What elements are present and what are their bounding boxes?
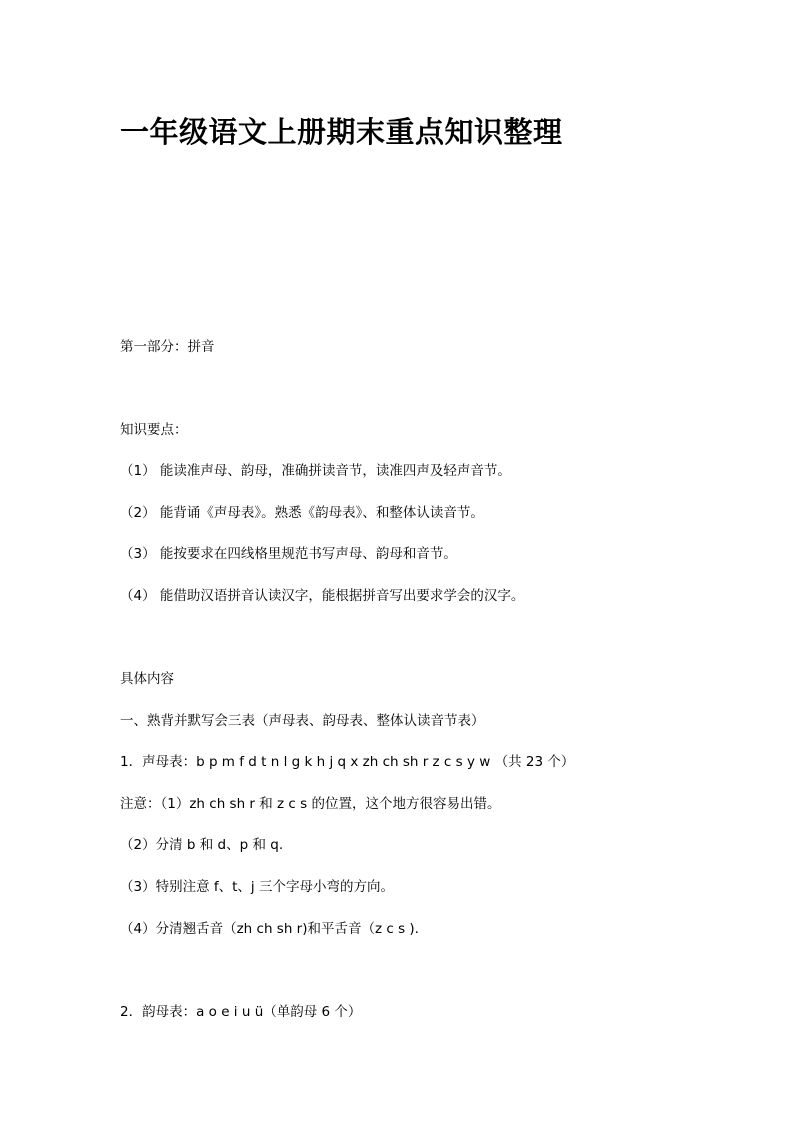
content-item-1: 一、熟背并默写会三表（声母表、韵母表、整体认读音节表） xyxy=(120,713,485,729)
note-2: （2）分清 b 和 d、p 和 q. xyxy=(120,837,284,853)
key-points-heading: 知识要点： xyxy=(120,422,188,438)
note-1: 注意：（1）zh ch sh r 和 z c s 的位置，这个地方很容易出错。 xyxy=(120,796,501,812)
key-point-1: （1） 能读准声母、韵母，准确拼读音节，读准四声及轻声音节。 xyxy=(120,463,511,479)
note-3: （3）特别注意 f、t、j 三个字母小弯的方向。 xyxy=(120,879,394,895)
key-point-4: （4） 能借助汉语拼音认读汉字，能根据拼音写出要求学会的汉字。 xyxy=(120,588,525,604)
key-point-2: （2） 能背诵《声母表》。熟悉《韵母表》、和整体认读音节。 xyxy=(120,505,484,521)
document-title: 一年级语文上册期末重点知识整理 xyxy=(120,115,563,149)
content-heading: 具体内容 xyxy=(120,671,174,687)
initials-line: 1．声母表：b p m f d t n l g k h j q x zh ch sh r z c s y w （共 23 个） xyxy=(120,754,575,770)
section-heading: 第一部分：拼音 xyxy=(120,339,215,355)
key-point-3: （3） 能按要求在四线格里规范书写声母、韵母和音节。 xyxy=(120,546,457,562)
note-4: （4）分清翘舌音（zh ch sh r)和平舌音（z c s ). xyxy=(120,921,419,937)
finals-line: 2．韵母表：a o e i u ü（单韵母 6 个） xyxy=(120,1004,362,1020)
